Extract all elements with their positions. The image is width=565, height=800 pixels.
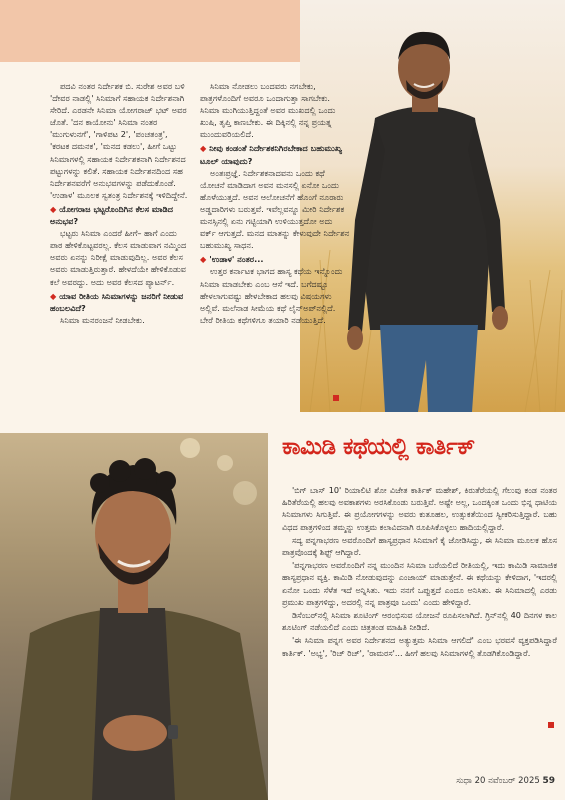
page-number: 59 bbox=[542, 776, 555, 786]
article-paragraph: ಸದ್ಯ ಪನ್ನಗಾಭರಣ ಅವರೊಂದಿಗೆ ಹಾಸ್ಯಪ್ರಧಾನ ಸಿನಿಮಾಗೆ ಕೈ ಜೋಡಿಸಿದ್ದು, ಈ ಸಿನಿಮಾ ಮೂಲಕ ಹೊಸ ಪಾತ್ರವೊಂದಕ್ಕೆ ಶಿಫ್ಟ್ ಆಗಿದ್ದಾರೆ. bbox=[282, 534, 557, 558]
column-paragraph: ಪದವಿ ನಂತರ ನಿರ್ದೇಶಕ ಬಿ. ಸುರೇಶ ಅವರ ಬಳಿ 'ದೇವರ ನಾಡಲ್ಲಿ' ಸಿನಿಮಾಗೆ ಸಹಾಯಕ ನಿರ್ದೇಶನಾಗಿ ಸೇರಿದೆ. ಎರಡನೇ ಸಿನಿಮಾ ಯೋಗರಾಜ್ ಭಟ್ ಅವರ ಜೊತೆ. 'ದನ ಕಾಯೋನು' ಸಿನಿಮಾ ನಂತರ 'ಮುಗುಳುನಗೆ', 'ಗಾಳಿಪಟ 2', 'ಪಂಚತಂತ್ರ', 'ಕರಟಕ ದಮನಕ', 'ಮನದ ಕಡಲು', ಹೀಗೆ ಒಟ್ಟು ಸಿನಿಮಾಗಳಲ್ಲಿ ಸಹಾಯಕ ನಿರ್ದೇಶಕನಾಗಿ ನಿರ್ದೇಶನದ ಪಟ್ಟುಗಳನ್ನು ಕಲಿತೆ. ಸಹಾಯಕ ನಿರ್ದೇಶನದಿಂದ ಸಹ ನಿರ್ದೇಶನವರೆಗೆ ಅನುಭವಗಳನ್ನು ಪಡೆದುಕೊಂಡೆ. 'ಉಡಾಳ' ಮೂಲಕ ಸ್ವತಂತ್ರ ನಿರ್ದೇಶನಕ್ಕೆ ಇಳಿದಿದ್ದೇನೆ. bbox=[50, 81, 188, 200]
column-paragraph: ಅಂತಃಪ್ರಜ್ಞೆ. ನಿರ್ದೇಶಕನಾದವನು ಒಂದು ಕಥೆ ಯೋಚನೆ ಮಾಡಿದಾಗ ಅವನ ಮನಸಲ್ಲಿ ಏನೋ ಒಂದು ಹೊಳೆಯುತ್ತದೆ. ಅವನ ಆಲೋಚನೆಗೆ ಹೊಂಗೆ ನೂರಾರು ಅಡ್ಡದಾರಿಗಳು ಬರುತ್ತವೆ. ಇವೆಲ್ಲವನ್ನೂ ಮೀರಿ ನಿರ್ದೇಶಕ ಮನಸ್ಸಿನಲ್ಲಿ ಏನು ಗಟ್ಟಿಯಾಗಿ ಉಳಿಯುತ್ತದೋ ಅದು ವರ್ಕ್ ಆಗುತ್ತದೆ. ಮನದ ಮಾತನ್ನು ಕೇಳುವುದೇ ನಿರ್ದೇಶನ ಬಹುಮುಖ್ಯ ಸಾಧನ. bbox=[200, 167, 350, 251]
interview-question bbox=[200, 142, 350, 166]
article-paragraph: 'ಈ ಸಿನಿಮಾ ಪನ್ನಗ ಅವರ ನಿರ್ದೇಶನದ ಅತ್ಯುತ್ತಮ ಸಿನಿಮಾ ಆಗಲಿದೆ' ಎಂಬ ಭರವಸೆ ವ್ಯಕ್ತಪಡಿಸಿದ್ದಾರೆ ಕಾರ್ತಿಕ್. 'ಅಭ್ಯ', 'ರಿಚ್ ರಿಚ್', 'ರಾಮರಸ'... ಹೀಗೆ ಹಲವು ಸಿನಿಮಾಗಳಲ್ಲಿ ತೊಡಗಿಕೊಂಡಿದ್ದಾರೆ. bbox=[282, 635, 557, 658]
end-square-icon bbox=[548, 722, 554, 728]
article-paragraph: ಡಿಸೆಂಬರ್‌ನಲ್ಲಿ ಸಿನಿಮಾ ಶೂಟಿಂಗ್ ಆರಂಭಿಸುವ ಯೋಜನೆ ರೂಪಿಸಲಾಗಿದೆ. ಗ್ರಿನ್‌ನಲ್ಲಿ 40 ದಿನಗಳ ಕಾಲ ಶೂಟಿಂಗ್ ನಡೆಯಲಿದೆ ಎಂದು ಚಿತ್ರತಂಡ ಮಾಹಿತಿ ನೀಡಿದೆ. bbox=[282, 610, 557, 633]
interview-column-2 bbox=[200, 80, 350, 328]
article-body bbox=[282, 484, 557, 660]
column-paragraph: ಸಿನಿಮಾ ಮನರಂಜನೆ ನೀಡಬೇಕು. bbox=[60, 314, 145, 325]
question-text: ಯೋಗರಾಜ ಭಟ್ಟರೊಂದಿಗಿನ ಕೆಲಸ ಮಾಡಿದ ಅನುಭವ? bbox=[50, 203, 174, 227]
karthik-photo bbox=[0, 433, 268, 800]
interview-question bbox=[200, 253, 350, 265]
end-square-icon bbox=[333, 395, 339, 401]
interview-column-1 bbox=[50, 80, 188, 328]
column-paragraph: ಸಿನಿಮಾ ನೋಡಲು ಬಂದವರು ನಗಬೇಕು, ಪಾತ್ರಗಳೊಂದಿಗೆ ಅವರೂ ಒಂದಾಗುತ್ತಾ ಸಾಗಬೇಕು. ಸಿನಿಮಾ ಮುಗಿಯುತ್ತಿದ್ದಂತೆ ಅವರ ಮುಖದಲ್ಲಿ ಒಂದು ಖುಷಿ, ತೃಪ್ತಿ ಕಾಣಬೇಕು. ಈ ದಿಕ್ಕಿನಲ್ಲಿ ನನ್ನ ಪ್ರಯತ್ನ ಮುಂದುವರಿಯಲಿದೆ. bbox=[200, 81, 336, 140]
column-paragraph: ಉತ್ತರ ಕರ್ನಾಟಕ ಭಾಗದ ಹಾಸ್ಯ ಕಥೆಯ ಇನ್ನೊಂದು ಸಿನಿಮಾ ಮಾಡಬೇಕು ಎಂಬ ಆಸೆ ಇದೆ. ಬಗೆದಷ್ಟೂ ಹೇಳಲಾಗುವಷ್ಟು ಹೇಳಬೇಕಾದ ಹಲವು ವಿಷಯಗಳು ಅಲ್ಲಿವೆ. ಮಲೆನಾಡ ಸೀಮೆಯ ಕಥೆ ಲೈನ್‌ಅಪ್‌ನಲ್ಲಿದೆ. ಬೇರೆ ರೀತಿಯ ಕಥೆಗಳಿಗೂ ತಯಾರಿ ನಡೆಯುತ್ತಿದೆ. bbox=[200, 266, 343, 325]
question-text: 'ಉಡಾಳ' ನಂತರ... bbox=[209, 254, 264, 265]
triangle-bullet-icon: ◆ bbox=[200, 254, 207, 265]
triangle-bullet-icon: ◆ bbox=[50, 290, 57, 301]
question-text: ಯಾವ ರೀತಿಯ ಸಿನಿಮಾಗಳನ್ನು ಜನರಿಗೆ ನೀಡುವ ಹಂಬಲವಿದೆ? bbox=[50, 290, 184, 313]
article-paragraph: 'ಬಿಗ್ ಬಾಸ್ 10' ರಿಯಾಲಿಟಿ ಶೋ ವಿಜೇತ ಕಾರ್ತಿಕ್ ಮಹೇಶ್, ಕಿರುತೆರೆಯಲ್ಲಿ ಗೆಲುವು ಕಂಡ ನಂತರ ಹಿರಿತೆರೆಯಲ್ಲಿ ಹಲವು ಅವಕಾಶಗಳು ಅರಸಿಕೊಂಡು ಬರುತ್ತಿವೆ. ಅಷ್ಟೇ ಅಲ್ಲ, ಒಂದಕ್ಕಿಂತ ಒಂದು ಭಿನ್ನ ಧಾಟಿಯ ಸಿನಿಮಾಗಳು ಸಿಗುತ್ತಿವೆ. ಈ ಪ್ರಯೋಗಗಳನ್ನು ಅವರು ಕುತೂಹಲ, ಉತ್ಸುಕತೆಯಿಂದ ಸ್ವೀಕರಿಸುತ್ತಿದ್ದಾರೆ. ಬಹು ವಿಧದ ಪಾತ್ರಗಳಿಂದ ತಮ್ಮನ್ನು ಉತ್ತಮ ಕಲಾವಿದನಾಗಿ ರೂಪಿಸಿಕೊಳ್ಳಲು ಹಾದಿಯಲ್ಲಿದ್ದಾರೆ. bbox=[282, 485, 557, 532]
interview-question bbox=[50, 290, 188, 314]
page-footer bbox=[456, 776, 555, 786]
karthik-figure-illustration bbox=[0, 433, 268, 800]
triangle-bullet-icon: ◆ bbox=[50, 203, 57, 214]
article-title: ಕಾಮಿಡಿ ಕಥೆಯಲ್ಲಿ ಕಾರ್ತಿಕ್ bbox=[282, 434, 475, 460]
interview-question bbox=[50, 203, 188, 227]
question-text: ನೀವು ಕಂಡಂತೆ ನಿರ್ದೇಶಕನಿಗಿರಬೇಕಾದ ಬಹುಮುಖ್ಯ ಟೂಲ್ ಯಾವುದು? bbox=[200, 143, 342, 166]
triangle-bullet-icon: ◆ bbox=[200, 143, 207, 154]
column-paragraph: ಭಟ್ಟರು ಸಿನಿಮಾ ಎಂದರೆ ಹೀಗೆ– ಹಾಗೆ ಎಂದು ಪಾಠ ಹೇಳಿಕೊಟ್ಟವರಲ್ಲ. ಕೆಲಸ ಮಾಡುವಾಗ ನಮ್ಮಿಂದ ಅವರು ಏನನ್ನು ನಿರೀಕ್ಷೆ ಮಾಡುವುದಿಲ್ಲ. ಅವರ ಕೆಲಸ ಅವರು ಮಾಡುತ್ತಿರುತ್ತಾರೆ. ಹೇಳದೆಯೇ ಹೇಳಿಕೊಡುವ ಕಲೆ ಅವರದ್ದು. ಅದು ಅವರ ಕೆಲಸದ ಪ್ಯಾಟರ್ನ್. bbox=[50, 228, 187, 287]
article-paragraph: 'ಪನ್ನಗಾಭರಣ ಅವರೊಂದಿಗೆ ನನ್ನ ಮುಂದಿನ ಸಿನಿಮಾ ಬರೆಯಲಿದೆ ರೀತಿಯಲ್ಲಿ, ಇದು ಕಾಮಿಡಿ ಸಾಮಾಜಿಕ ಹಾಸ್ಯಪ್ರಧಾನ ವ್ಯಕ್ತಿ. ಕಾಮಿಡಿ ನೋಡುವುದನ್ನು ಎಂಜಾಯ್ ಮಾಡುತ್ತೇನೆ. ಈ ಕಥೆಯನ್ನು ಕೇಳಿದಾಗ, 'ಇದರಲ್ಲಿ ಏನೋ ಒಂದು ಸೆಳೆತ ಇದೆ ಅನ್ನಿಸಿತು. ಇದು ನನಗೆ ಒಪ್ಪುತ್ತದೆ ಎಂದೂ ಅನಿಸಿತು. ಈ ಸಿನಿಮಾದಲ್ಲಿ ಎರಡು ಪ್ರಮುಖ ಪಾತ್ರಗಳಿದ್ದು, ಅದರಲ್ಲಿ ನನ್ನ ಪಾತ್ರವೂ ಒಂದು' ಎಂದು ಹೇಳಿದ್ದಾರೆ. bbox=[282, 560, 557, 607]
magazine-issue-date: ಸುಧಾ 20 ನವೆಂಬರ್ 2025 bbox=[456, 776, 540, 786]
